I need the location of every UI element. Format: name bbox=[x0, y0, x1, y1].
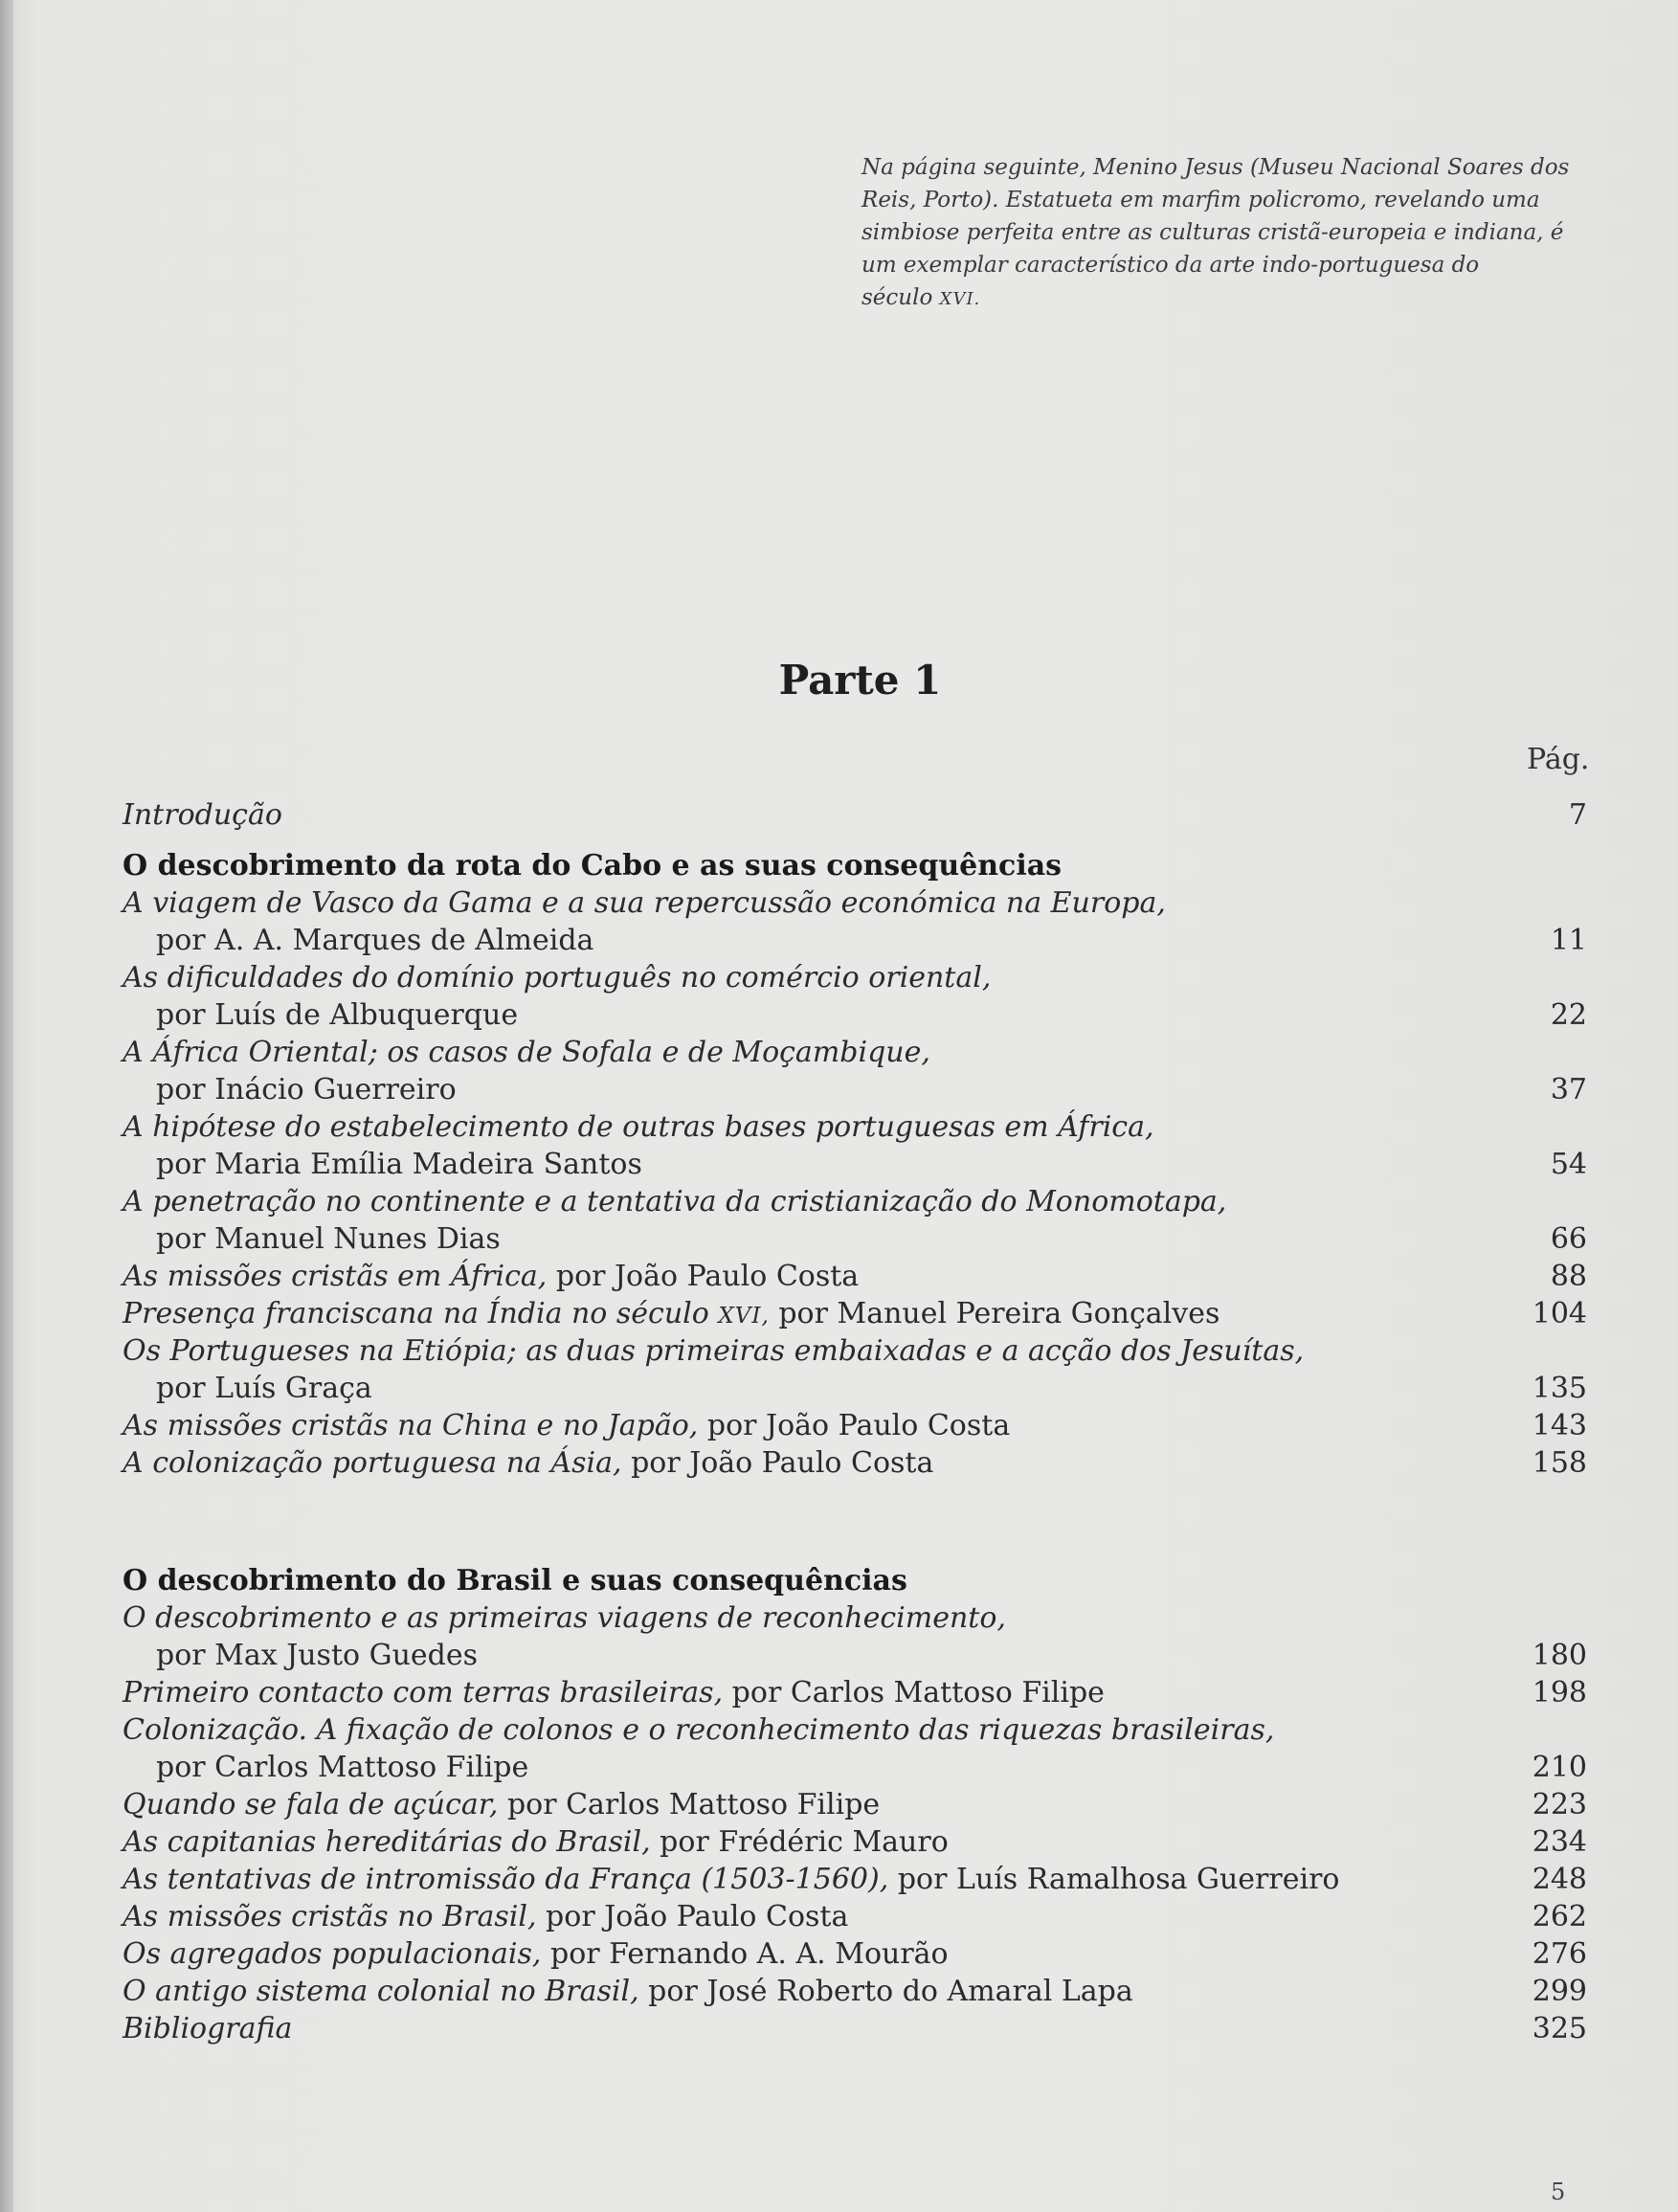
entry-title: A colonização portuguesa na Ásia, bbox=[123, 1446, 622, 1480]
entry-title: Quando se fala de açúcar, bbox=[123, 1788, 499, 1821]
entry-title: Presença franciscana na Índia no século bbox=[123, 1297, 709, 1330]
toc-entry-intro bbox=[123, 796, 1587, 834]
entry-title: O antigo sistema colonial no Brasil, bbox=[123, 1975, 639, 2008]
toc-entry bbox=[123, 884, 1587, 922]
entry-author: por João Paulo Costa bbox=[706, 1409, 1011, 1442]
entry-page: 248 bbox=[1532, 1863, 1587, 1896]
toc-entry bbox=[123, 1898, 1587, 1935]
entry-title: Bibliografia bbox=[123, 2012, 293, 2045]
entry-title: As dificuldades do domínio português no comércio oriental, bbox=[123, 961, 992, 994]
toc-entry bbox=[123, 1823, 1587, 1861]
entry-page: 276 bbox=[1532, 1937, 1587, 1971]
toc-entry-author bbox=[123, 1071, 1587, 1108]
entry-title: Primeiro contacto com terras brasileiras, bbox=[123, 1676, 724, 1709]
toc-entry bbox=[123, 1295, 1587, 1332]
section-heading-1: O descobrimento da rota do Cabo e as suas consequências bbox=[123, 849, 1063, 883]
entry-page: 54 bbox=[1550, 1148, 1587, 1181]
toc-entry bbox=[123, 1786, 1587, 1823]
caption bbox=[861, 151, 1618, 316]
entry-title: As capitanias hereditárias do Brasil, bbox=[123, 1825, 651, 1859]
caption-line: simbiose perfeita entre as culturas cristã-europeia e indiana, é bbox=[861, 220, 1564, 245]
entry-author: por Carlos Mattoso Filipe bbox=[731, 1676, 1105, 1709]
entry-title: Os Portugueses na Etiópia; as duas primeiras embaixadas e a acção dos Jesuítas, bbox=[123, 1334, 1305, 1368]
part-title: Parte 1 bbox=[778, 657, 942, 704]
entry-page: 198 bbox=[1532, 1676, 1587, 1709]
entry-page: 210 bbox=[1532, 1751, 1587, 1784]
entry-page: 88 bbox=[1550, 1260, 1587, 1293]
entry-author: por José Roberto do Amaral Lapa bbox=[648, 1975, 1133, 2008]
entry-author: por Inácio Guerreiro bbox=[156, 1073, 457, 1106]
toc-entry-author bbox=[123, 1146, 1587, 1183]
section-spacer bbox=[123, 1482, 1587, 1549]
entry-title: A viagem de Vasco da Gama e a sua repercussão económica na Europa, bbox=[123, 886, 1166, 920]
entry-page: 325 bbox=[1532, 2012, 1587, 2045]
caption-line: Na página seguinte, Menino Jesus (Museu Nacional Soares dos bbox=[861, 155, 1570, 180]
toc-entry bbox=[123, 959, 1587, 996]
entry-page: 299 bbox=[1532, 1975, 1587, 2008]
toc-entry-author bbox=[123, 996, 1587, 1034]
entry-author: por Carlos Mattoso Filipe bbox=[506, 1788, 881, 1821]
entry-title: As missões cristãs em África, bbox=[123, 1260, 548, 1293]
entry-page: 135 bbox=[1532, 1372, 1587, 1405]
entry-author: por Luís Ramalhosa Guerreiro bbox=[897, 1863, 1340, 1896]
entry-title: Introdução bbox=[123, 798, 282, 832]
entry-title: A penetração no continente e a tentativa da cristianização do Monomotapa, bbox=[123, 1185, 1227, 1218]
entry-title: As missões cristãs no Brasil, bbox=[123, 1900, 537, 1933]
table-of-contents bbox=[123, 796, 1587, 2047]
entry-title: A hipótese do estabelecimento de outras bases portuguesas em África, bbox=[123, 1110, 1154, 1144]
entry-page: 11 bbox=[1550, 924, 1587, 957]
toc-entry-author bbox=[123, 1637, 1587, 1674]
entry-author: por Frédéric Mauro bbox=[660, 1825, 949, 1859]
page-edge bbox=[0, 0, 13, 2212]
entry-page: 66 bbox=[1550, 1222, 1587, 1256]
entry-author: por Manuel Pereira Gonçalves bbox=[778, 1297, 1220, 1330]
page-column-label: Pág. bbox=[1527, 743, 1590, 776]
entry-author: por João Paulo Costa bbox=[555, 1260, 860, 1293]
toc-entry bbox=[123, 1711, 1587, 1749]
toc-entry bbox=[123, 1973, 1587, 2010]
toc-entry bbox=[123, 1034, 1587, 1071]
toc-entry-bibliography bbox=[123, 2010, 1587, 2047]
entry-page: 262 bbox=[1532, 1900, 1587, 1933]
entry-page: 180 bbox=[1532, 1639, 1587, 1672]
caption-century: XVI. bbox=[939, 289, 981, 309]
toc-entry-author bbox=[123, 1220, 1587, 1258]
caption-line bbox=[861, 281, 1618, 316]
page-number: 5 bbox=[1551, 2178, 1566, 2205]
entry-page: 7 bbox=[1568, 798, 1587, 832]
entry-author: por João Paulo Costa bbox=[631, 1446, 934, 1480]
entry-author: por Luís de Albuquerque bbox=[156, 998, 519, 1032]
entry-title: As missões cristãs na China e no Japão, bbox=[123, 1409, 699, 1442]
toc-entry-author bbox=[123, 922, 1587, 959]
toc-entry-author bbox=[123, 1749, 1587, 1786]
entry-title: A África Oriental; os casos de Sofala e de Moçambique, bbox=[123, 1036, 930, 1069]
toc-entry-author bbox=[123, 1370, 1587, 1407]
entry-century: XVI, bbox=[718, 1304, 770, 1329]
entry-title: As tentativas de intromissão da França (1503-1560), bbox=[123, 1863, 889, 1896]
entry-page: 158 bbox=[1532, 1446, 1587, 1480]
toc-entry bbox=[123, 1599, 1587, 1637]
toc-entry bbox=[123, 1674, 1587, 1711]
toc-entry bbox=[123, 1108, 1587, 1146]
entry-author: por João Paulo Costa bbox=[546, 1900, 849, 1933]
toc-entry bbox=[123, 1407, 1587, 1444]
entry-title: O descobrimento e as primeiras viagens de reconhecimento, bbox=[123, 1601, 1006, 1635]
toc-entry bbox=[123, 1332, 1587, 1370]
toc-entry bbox=[123, 1444, 1587, 1482]
caption-line: um exemplar característico da arte indo-portuguesa do bbox=[861, 253, 1480, 278]
entry-page: 104 bbox=[1532, 1297, 1587, 1330]
toc-entry bbox=[123, 1183, 1587, 1220]
entry-author: por Manuel Nunes Dias bbox=[156, 1222, 501, 1256]
toc-entry bbox=[123, 1861, 1587, 1898]
entry-title: Os agregados populacionais, bbox=[123, 1937, 542, 1971]
entry-author: por Luís Graça bbox=[156, 1372, 372, 1405]
caption-line-text: século bbox=[861, 285, 933, 310]
entry-page: 143 bbox=[1532, 1409, 1587, 1442]
entry-page: 37 bbox=[1550, 1073, 1587, 1106]
section-heading-2: O descobrimento do Brasil e suas consequências bbox=[123, 1564, 907, 1598]
caption-line: Reis, Porto). Estatueta em marfim policromo, revelando uma bbox=[861, 188, 1540, 212]
entry-author: por Maria Emília Madeira Santos bbox=[156, 1148, 642, 1181]
toc-entry bbox=[123, 1258, 1587, 1295]
entry-author: por A. A. Marques de Almeida bbox=[156, 924, 594, 957]
entry-author: por Fernando A. A. Mourão bbox=[550, 1937, 949, 1971]
entry-author: por Carlos Mattoso Filipe bbox=[156, 1751, 529, 1784]
entry-page: 22 bbox=[1550, 998, 1587, 1032]
entry-page: 234 bbox=[1532, 1825, 1587, 1859]
entry-page: 223 bbox=[1532, 1788, 1587, 1821]
entry-author: por Max Justo Guedes bbox=[156, 1639, 478, 1672]
toc-entry bbox=[123, 1935, 1587, 1973]
entry-title: Colonização. A fixação de colonos e o reconhecimento das riquezas brasileiras, bbox=[123, 1713, 1275, 1747]
